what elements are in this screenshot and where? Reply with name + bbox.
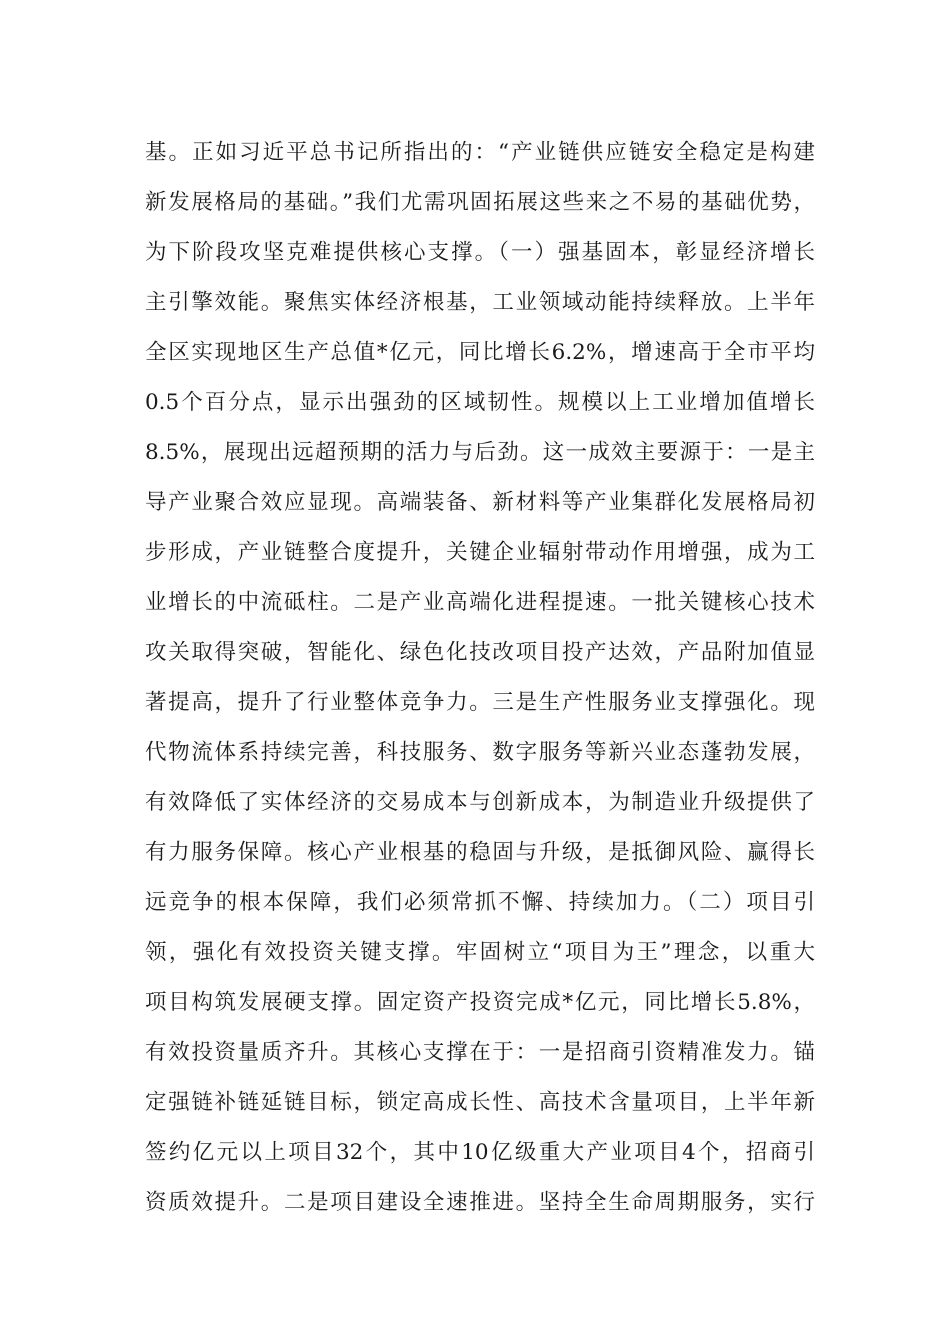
text-line: 新发展格局的基础。”我们尤需巩固拓展这些来之不易的基础优势， <box>145 190 815 215</box>
text-line: 有效降低了实体经济的交易成本与创新成本，为制造业升级提供了 <box>145 790 815 815</box>
text-line: 业增长的中流砥柱。二是产业高端化进程提速。一批关键核心技术 <box>145 590 815 615</box>
body-paragraph <box>145 128 815 1228</box>
text-line: 远竞争的根本保障，我们必须常抓不懈、持续加力。（二）项目引 <box>145 890 815 915</box>
text-line: 代物流体系持续完善，科技服务、数字服务等新兴业态蓬勃发展， <box>145 740 815 765</box>
text-line: 步形成，产业链整合度提升，关键企业辐射带动作用增强，成为工 <box>145 540 815 565</box>
text-line: 项目构筑发展硬支撑。固定资产投资完成*亿元，同比增长5.8%， <box>145 990 815 1015</box>
text-line: 为下阶段攻坚克难提供核心支撑。（一）强基固本，彰显经济增长 <box>145 240 815 265</box>
text-line: 导产业聚合效应显现。高端装备、新材料等产业集群化发展格局初 <box>145 490 815 515</box>
text-line: 领，强化有效投资关键支撑。牢固树立“项目为王”理念，以重大 <box>145 940 815 965</box>
text-line: 基。正如习近平总书记所指出的：“产业链供应链安全稳定是构建 <box>145 140 815 165</box>
text-line: 0.5个百分点，显示出强劲的区域韧性。规模以上工业增加值增长 <box>145 390 815 415</box>
text-line: 有效投资量质齐升。其核心支撑在于：一是招商引资精准发力。锚 <box>145 1040 815 1065</box>
text-line: 全区实现地区生产总值*亿元，同比增长6.2%，增速高于全市平均 <box>145 340 815 365</box>
text-line: 攻关取得突破，智能化、绿色化技改项目投产达效，产品附加值显 <box>145 640 815 665</box>
text-line: 资质效提升。二是项目建设全速推进。坚持全生命周期服务，实行 <box>145 1190 815 1215</box>
text-line: 8.5%，展现出远超预期的活力与后劲。这一成效主要源于：一是主 <box>145 440 815 465</box>
text-line: 著提高，提升了行业整体竞争力。三是生产性服务业支撑强化。现 <box>145 690 815 715</box>
text-line: 有力服务保障。核心产业根基的稳固与升级，是抵御风险、赢得长 <box>145 840 815 865</box>
text-line: 主引擎效能。聚焦实体经济根基，工业领域动能持续释放。上半年 <box>145 290 815 315</box>
text-line: 签约亿元以上项目32个，其中10亿级重大产业项目4个，招商引 <box>145 1140 815 1165</box>
text-line: 定强链补链延链目标，锁定高成长性、高技术含量项目，上半年新 <box>145 1090 815 1115</box>
